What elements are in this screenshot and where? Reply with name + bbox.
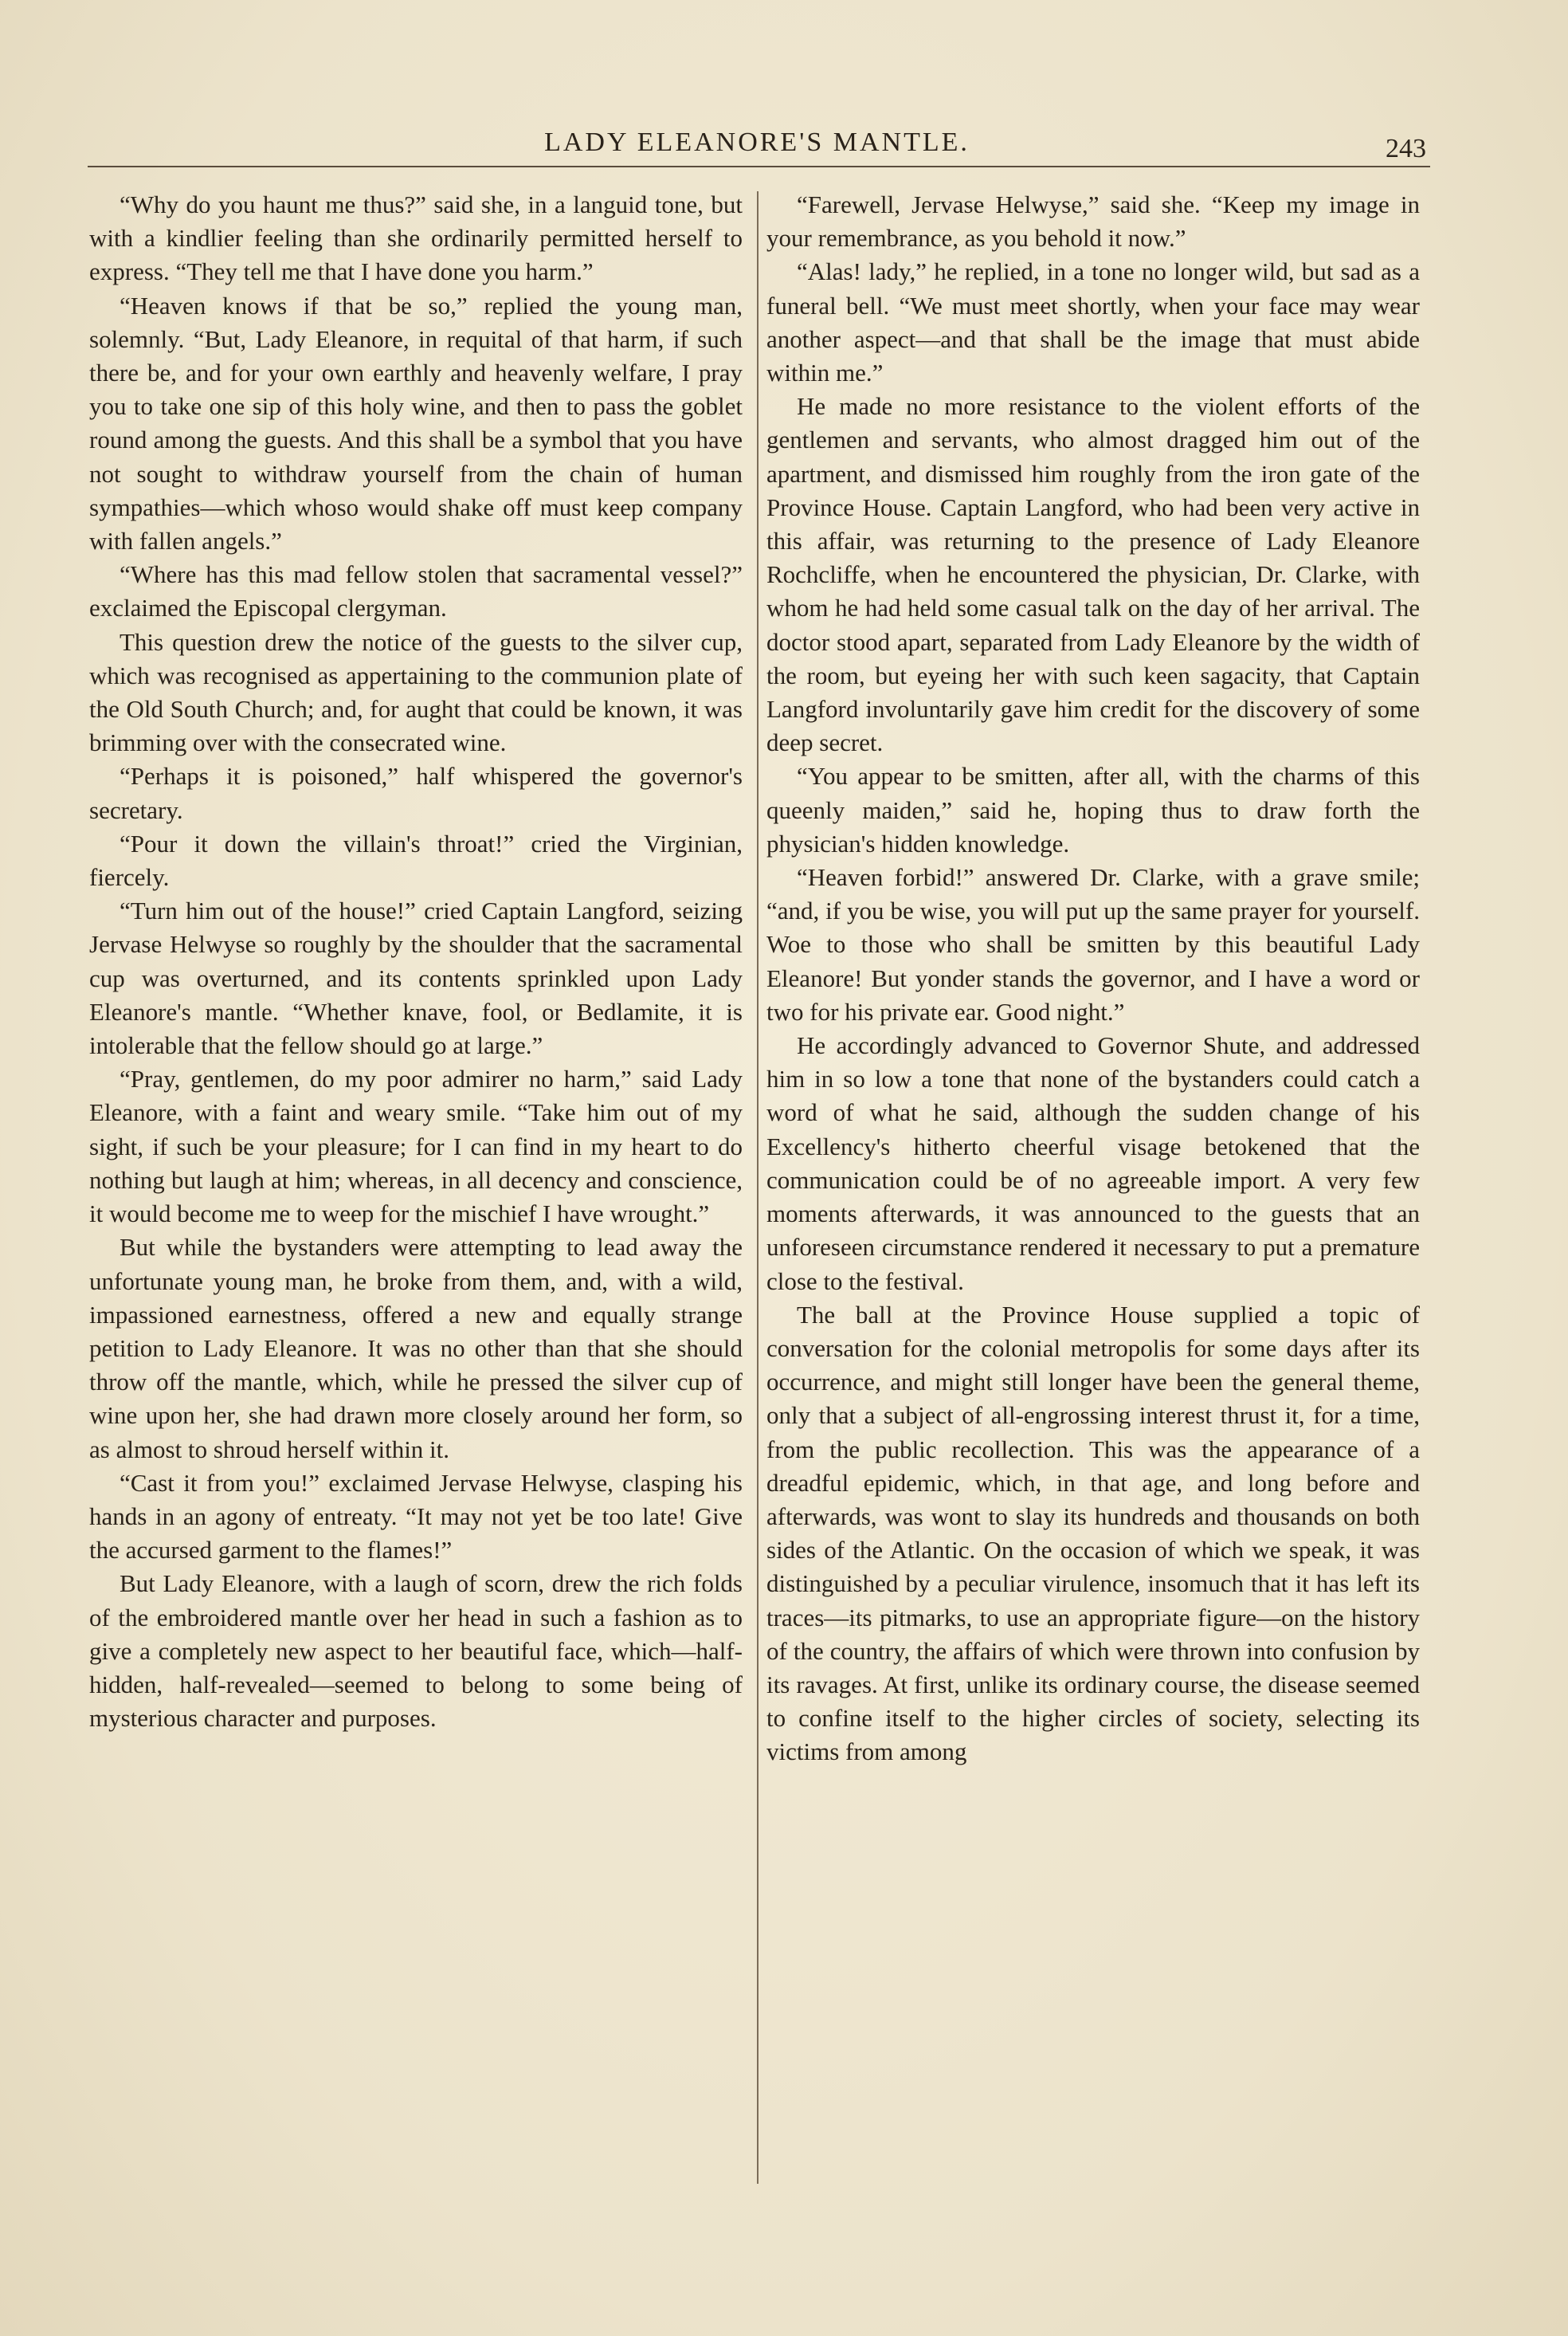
paragraph: But while the bystanders were attempting to lead away the unfortunate young man, he broke from them, and, with a wild, impassioned earnestness, offered a new and equally strange petition to Lady Eleanore. It was no other than that she should throw off the mantle, which, while he pressed the silver cup of wine upon her, she had drawn more closely around her form, so as almost to shroud herself within it. xyxy=(89,1233,743,1463)
paragraph: “Turn him out of the house!” cried Captain Langford, seizing Jervase Helwyse so roughly by the shoulder that the sacramental cup was overturned, and its contents sprinkled upon Lady Eleanore's mantle. “Whether knave, fool, or Bedlamite, it is intolerable that the fellow should go at large.” xyxy=(89,897,743,1060)
paragraph: But Lady Eleanore, with a laugh of scorn, drew the rich folds of the embroidered mantle over her head in such a fashion as to give a completely new aspect to her beautiful face, which—half-hidden, half-revealed—seemed to belong to some being of mysterious character and purposes. xyxy=(89,1569,743,1733)
paragraph: “Why do you haunt me thus?” said she, in a languid tone, but with a kindlier feeling than she ordinarily permitted herself to express. “They tell me that I have done you harm.” xyxy=(89,190,743,286)
paragraph: He made no more resistance to the violent efforts of the gentlemen and servants, who almost dragged him out of the apartment, and dismissed him roughly from the iron gate of the Province House. Captain Langford, who had been very active in this affair, was returning to the presence of Lady Eleanore Rochcliffe, when he encountered the physician, Dr. Clarke, with whom he had held some casual talk on the day of her arrival. The doctor stood apart, separated from Lady Eleanore by the width of the room, but eyeing her with such keen sagacity, that Captain Langford involuntarily gave him credit for the discovery of some deep secret. xyxy=(766,392,1420,757)
left-column xyxy=(89,188,743,1735)
paragraph: “Pour it down the villain's throat!” cried the Virginian, fiercely. xyxy=(89,829,743,892)
paragraph: “Cast it from you!” exclaimed Jervase Helwyse, clasping his hands in an agony of entreaty. “It may not yet be too late! Give the accursed garment to the flames!” xyxy=(89,1468,743,1565)
paragraph: “Perhaps it is poisoned,” half whispered the governor's secretary. xyxy=(89,762,743,824)
paragraph: He accordingly advanced to Governor Shute, and addressed him in so low a tone that none of the bystanders could catch a word of what he said, although the sudden change of his Excellency's hitherto cheerful visage betokened that the communication could be of no agreeable import. A very few moments afterwards, it was announced to the guests that an unforeseen circumstance rendered it necessary to put a premature close to the festival. xyxy=(766,1031,1420,1295)
paragraph: “Pray, gentlemen, do my poor admirer no harm,” said Lady Eleanore, with a faint and weary smile. “Take him out of my sight, if such be your pleasure; for I can find in my heart to do nothing but laugh at him; whereas, in all decency and conscience, it would become me to weep for the mischief I have wrought.” xyxy=(89,1065,743,1228)
paragraph: “You appear to be smitten, after all, with the charms of this queenly maiden,” said he, hoping thus to draw forth the physician's hidden knowledge. xyxy=(766,762,1420,858)
header-rule xyxy=(88,166,1430,167)
paragraph: “Where has this mad fellow stolen that sacramental vessel?” exclaimed the Episcopal clergyman. xyxy=(89,560,743,622)
paragraph: This question drew the notice of the guests to the silver cup, which was recognised as appertaining to the communion plate of the Old South Church; and, for aught that could be known, it was brimming over with the consecrated wine. xyxy=(89,627,743,757)
paragraph: “Farewell, Jervase Helwyse,” said she. “Keep my image in your remembrance, as you behold it now.” xyxy=(766,190,1420,253)
column-divider xyxy=(757,191,759,2184)
right-column xyxy=(766,188,1420,1769)
running-title: LADY ELEANORE'S MANTLE. xyxy=(544,128,970,157)
paragraph: The ball at the Province House supplied a topic of conversation for the colonial metropolis for some days after its occurrence, and might still longer have been the general theme, only that a subject of all-engrossing interest thrust it, for a time, from the public recollection. This was the appearance of a dreadful epidemic, which, in that age, and long before and afterwards, was wont to slay its hundreds and thousands on both sides of the Atlantic. On the occasion of which we speak, it was distinguished by a peculiar virulence, insomuch that it has left its traces—its pitmarks, to use an appropriate figure—on the history of the country, the affairs of which were thrown into confusion by its ravages. At first, unlike its ordinary course, the disease seemed to confine itself to the higher circles of society, selecting its victims from among xyxy=(766,1300,1420,1766)
page-header xyxy=(88,126,1426,166)
paragraph: “Heaven knows if that be so,” replied the young man, solemnly. “But, Lady Eleanore, in requital of that harm, if such there be, and for your own earthly and heavenly welfare, I pray you to take one sip of this holy wine, and then to pass the goblet round among the guests. And this shall be a symbol that you have not sought to withdraw yourself from the chain of human sympathies—which whoso would shake off must keep company with fallen angels.” xyxy=(89,291,743,556)
page-number: 243 xyxy=(1386,134,1426,163)
paragraph: “Alas! lady,” he replied, in a tone no longer wild, but sad as a funeral bell. “We must meet shortly, when your face may wear another aspect—and that shall be the image that must abide within me.” xyxy=(766,257,1420,387)
paragraph: “Heaven forbid!” answered Dr. Clarke, with a grave smile; “and, if you be wise, you will put up the same prayer for yourself. Woe to those who shall be smitten by this beautiful Lady Eleanore! But yonder stands the governor, and I have a word or two for his private ear. Good night.” xyxy=(766,863,1420,1026)
